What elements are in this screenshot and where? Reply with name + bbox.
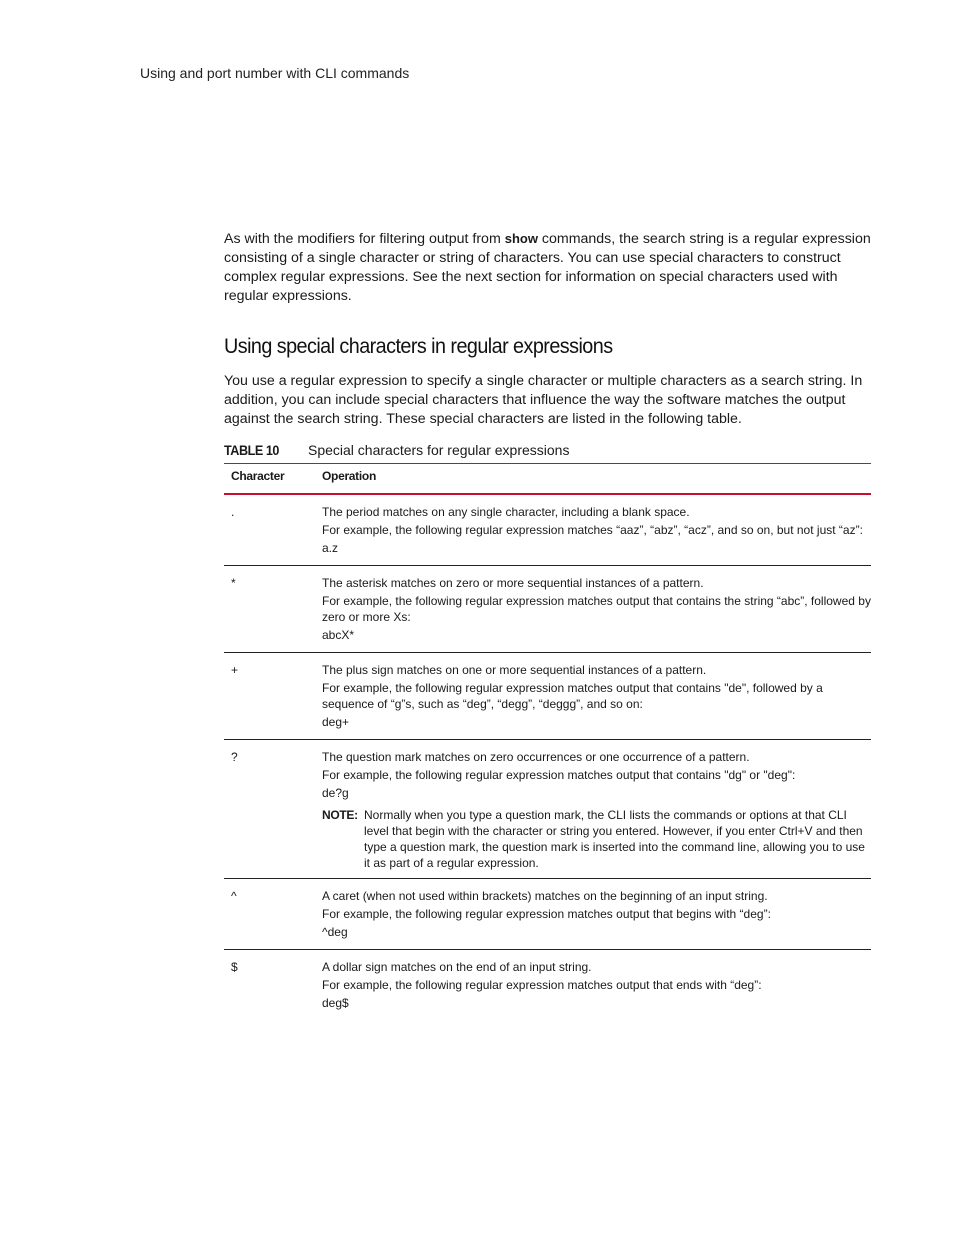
regex-example: a.z [322,541,339,555]
special-characters-table [224,463,871,1020]
intro-paragraph [224,229,872,306]
character-cell: . [224,494,322,566]
note-label: NOTE: [322,808,358,822]
character-cell: + [224,653,322,740]
regex-example: de?g [322,786,349,800]
table-number: TABLE 10 [224,442,279,458]
operation-text: The question mark matches on zero occurrences or one occurrence of a pattern. [322,750,750,764]
character-cell: $ [231,960,238,974]
operation-text: The plus sign matches on one or more sequential instances of a pattern. [322,663,707,677]
operation-cell [322,494,871,566]
regex-example: deg+ [322,715,350,729]
section-paragraph: You use a regular expression to specify a single character or multiple characters as a search string. In addition, you can include special characters that influence the way the software matches the output against the search string. These special characters are listed in the following table. [224,373,863,427]
operation-cell [322,566,871,653]
character-cell: ? [224,740,322,879]
operation-text: A dollar sign matches on the end of an input string. [322,960,592,974]
note-text: Normally when you type a question mark, the CLI lists the commands or options at that CLI level that begin with the character or string you entered. However, if you enter Ctrl+V and then type a question mark, the question mark is inserted into the command line, allowing you to use it as part of a regular expression. [364,808,865,870]
operation-text: For example, the following regular expression matches “aaz”, “abz”, “acz”, and so on, but not just “az”: [322,523,863,537]
table-body [224,494,871,1020]
page-content [224,229,872,1020]
operation-text: For example, the following regular expression matches output that contains the string “abc”, followed by zero or more Xs: [322,594,871,624]
header-operation: Operation [322,464,871,495]
intro-after: commands, the search string is a regular expression consisting of a single character or string of characters. You can use special characters to construct complex regular expressions. See the next section for information on special characters used with regular expressions. [224,231,871,304]
header-character: Character [224,464,322,495]
regex-example: ^deg [322,925,348,939]
regex-example: abcX* [322,628,355,642]
operation-text: For example, the following regular expression matches output that ends with “deg”: [322,978,762,992]
operation-text: For example, the following regular expression matches output that contains "dg" or "deg": [322,768,796,782]
show-command: show [504,231,538,246]
table-row [224,653,871,740]
section-heading: Using special characters in regular expressions [224,334,613,358]
running-header: Using and port number with CLI commands [140,65,410,81]
table-row [224,740,871,879]
operation-cell [322,879,871,950]
note [322,807,871,871]
operation-cell [322,950,871,1021]
table-header-row [224,464,871,495]
table-row [224,566,871,653]
table-row [224,494,871,566]
operation-text: A caret (when not used within brackets) matches on the beginning of an input string. [322,889,768,903]
operation-text: For example, the following regular expression matches output that begins with “deg”: [322,907,771,921]
operation-text: The period matches on any single character, including a blank space. [322,505,690,519]
table-caption [224,442,872,458]
table-row [224,879,871,950]
operation-text: For example, the following regular expression matches output that contains "de", followed by a sequence of “g”s, such as “deg”, “degg”, “deggg”, and so on: [322,681,823,711]
intro-before: As with the modifiers for filtering output from [224,231,505,247]
operation-cell [322,653,871,740]
character-cell: ^ [224,879,322,950]
regex-example: deg$ [322,996,349,1010]
table-row [224,950,871,1021]
character-cell: * [224,566,322,653]
operation-cell [322,740,871,879]
table-title: Special characters for regular expressions [308,442,570,458]
operation-text: The asterisk matches on zero or more sequential instances of a pattern. [322,576,704,590]
